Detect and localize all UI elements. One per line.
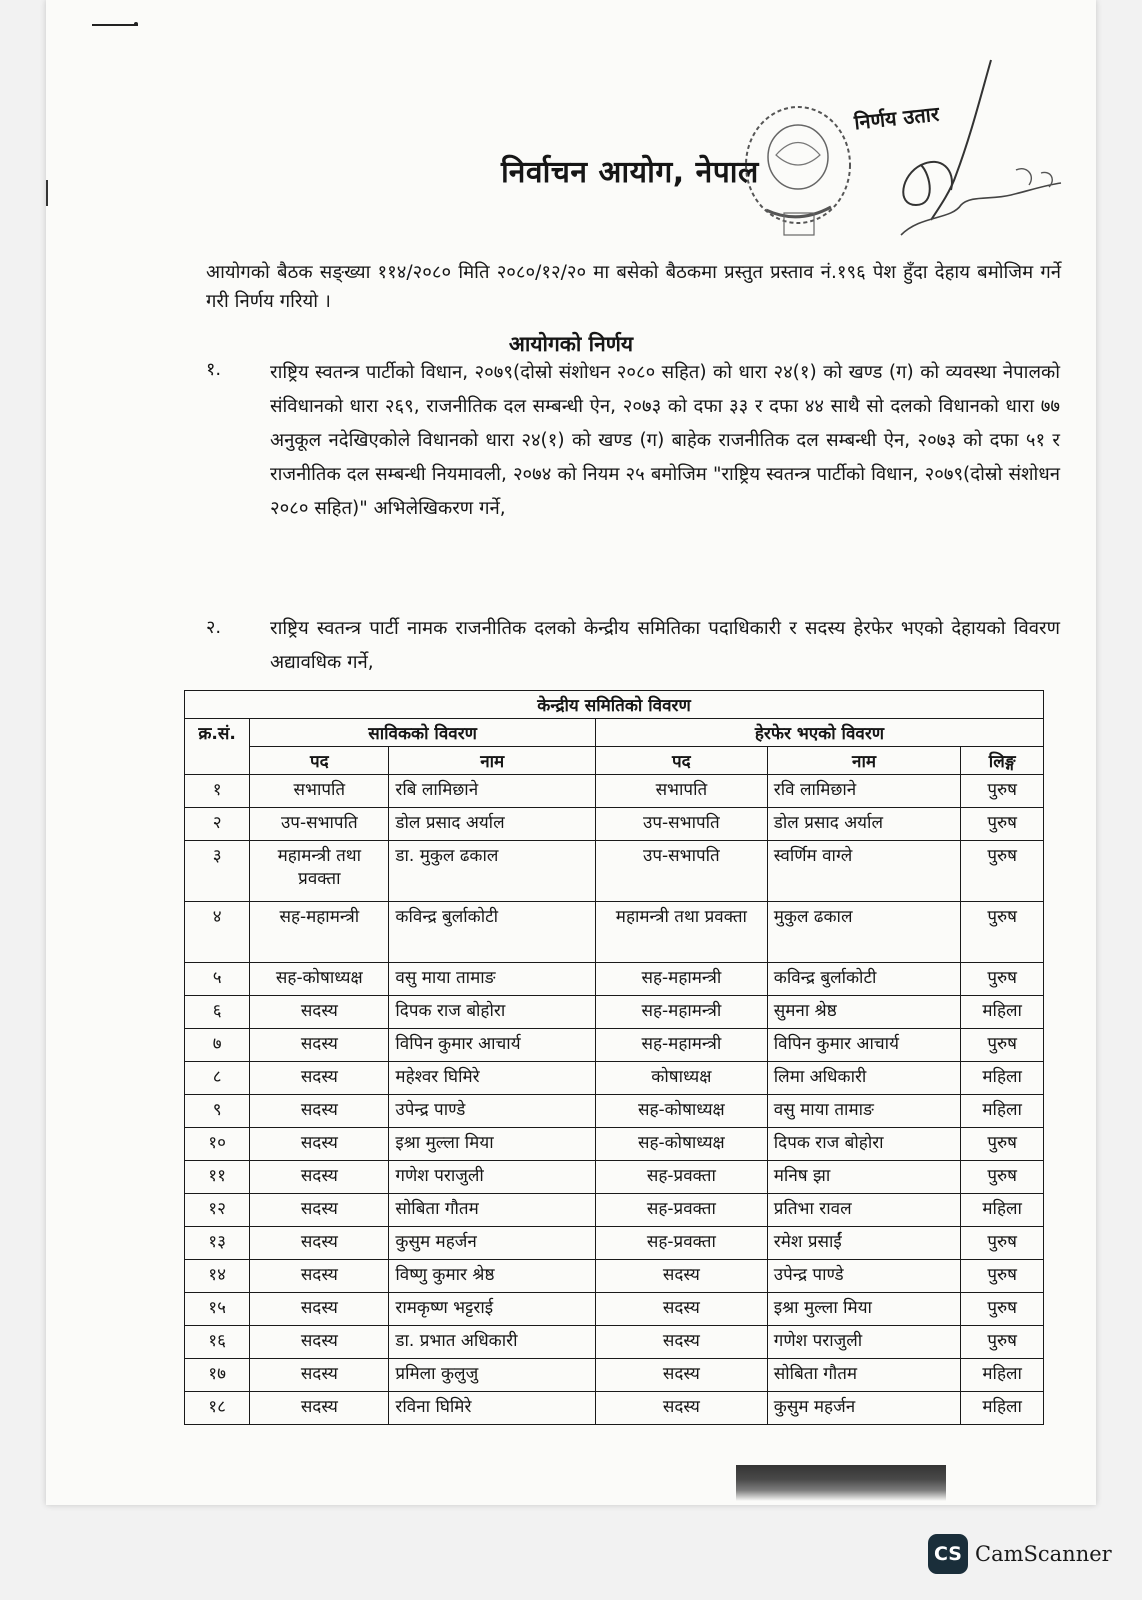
serial-number-cell: १२ — [185, 1194, 250, 1227]
gender-cell: पुरुष — [961, 1326, 1044, 1359]
table-row — [185, 1293, 1044, 1326]
old-post-cell: सदस्य — [250, 1128, 389, 1161]
old-name-cell: सोबिता गौतम — [389, 1194, 596, 1227]
new-name-cell: डोल प्रसाद अर्याल — [767, 808, 961, 841]
new-post-cell: सह-महामन्त्री — [595, 1029, 767, 1062]
new-post-cell: सदस्य — [595, 1260, 767, 1293]
new-post-cell: उप-सभापति — [595, 841, 767, 902]
new-post-cell: सदस्य — [595, 1326, 767, 1359]
old-name-cell: प्रमिला कुलुजु — [389, 1359, 596, 1392]
old-post-cell: सदस्य — [250, 1392, 389, 1425]
new-post-cell: महामन्त्री तथा प्रवक्ता — [595, 902, 767, 963]
serial-number-cell: ११ — [185, 1161, 250, 1194]
new-post-cell: सह-कोषाध्यक्ष — [595, 1128, 767, 1161]
serial-number-cell: २ — [185, 808, 250, 841]
serial-number-cell: ५ — [185, 963, 250, 996]
old-post-cell: सह-कोषाध्यक्ष — [250, 963, 389, 996]
camscanner-logo: CS — [928, 1534, 968, 1574]
new-name-cell: उपेन्द्र पाण्डे — [767, 1260, 961, 1293]
office-title: निर्वाचन आयोग, नेपाल — [501, 155, 759, 190]
serial-number-cell: १६ — [185, 1326, 250, 1359]
table-row — [185, 1128, 1044, 1161]
new-post-cell: सह-प्रवक्ता — [595, 1227, 767, 1260]
table-row — [185, 1161, 1044, 1194]
table-row — [185, 1326, 1044, 1359]
old-post-cell: महामन्त्री तथा प्रवक्ता — [250, 841, 389, 902]
column-header-old-name: नाम — [389, 747, 596, 775]
new-post-cell: कोषाध्यक्ष — [595, 1062, 767, 1095]
gender-cell: पुरुष — [961, 1227, 1044, 1260]
decision-heading: आयोगको निर्णय — [508, 332, 634, 356]
gender-cell: पुरुष — [961, 902, 1044, 963]
corner-dot — [134, 22, 138, 26]
signature — [861, 55, 1081, 265]
serial-number-cell: १३ — [185, 1227, 250, 1260]
column-header-old-post: पद — [250, 747, 389, 775]
serial-number-cell: ३ — [185, 841, 250, 902]
document-page — [46, 0, 1096, 1505]
serial-number-cell: १ — [185, 775, 250, 808]
old-post-cell: सदस्य — [250, 996, 389, 1029]
old-name-cell: विपिन कुमार आचार्य — [389, 1029, 596, 1062]
table-row — [185, 1392, 1044, 1425]
gender-cell: महिला — [961, 996, 1044, 1029]
new-name-cell: विपिन कुमार आचार्य — [767, 1029, 961, 1062]
new-post-cell: उप-सभापति — [595, 808, 767, 841]
office-seal-stamp — [736, 95, 866, 245]
gender-cell: पुरुष — [961, 1029, 1044, 1062]
gender-cell: महिला — [961, 1392, 1044, 1425]
new-name-cell: कुसुम महर्जन — [767, 1392, 961, 1425]
old-name-cell: गणेश पराजुली — [389, 1161, 596, 1194]
table-row — [185, 1194, 1044, 1227]
old-post-cell: सदस्य — [250, 1062, 389, 1095]
new-name-cell: प्रतिभा रावल — [767, 1194, 961, 1227]
old-post-cell: सदस्य — [250, 1260, 389, 1293]
table-row — [185, 1359, 1044, 1392]
old-name-cell: डोल प्रसाद अर्याल — [389, 808, 596, 841]
serial-number-cell: ६ — [185, 996, 250, 1029]
table-row — [185, 775, 1044, 808]
gender-cell: पुरुष — [961, 1260, 1044, 1293]
new-name-cell: कविन्द्र बुर्लाकोटी — [767, 963, 961, 996]
serial-number-cell: ७ — [185, 1029, 250, 1062]
serial-number-cell: ४ — [185, 902, 250, 963]
column-header-sn: क्र.सं. — [185, 719, 250, 775]
new-post-cell: सह-कोषाध्यक्ष — [595, 1095, 767, 1128]
table-row — [185, 963, 1044, 996]
serial-number-cell: १५ — [185, 1293, 250, 1326]
new-name-cell: लिमा अधिकारी — [767, 1062, 961, 1095]
item-number: २. — [206, 617, 222, 638]
gender-cell: पुरुष — [961, 1293, 1044, 1326]
new-post-cell: सदस्य — [595, 1359, 767, 1392]
new-name-cell: रमेश प्रसाईं — [767, 1227, 961, 1260]
old-name-cell: डा. मुकुल ढकाल — [389, 841, 596, 902]
old-post-cell: उप-सभापति — [250, 808, 389, 841]
old-post-cell: सदस्य — [250, 1029, 389, 1062]
new-name-cell: इश्रा मुल्ला मिया — [767, 1293, 961, 1326]
table-row — [185, 808, 1044, 841]
old-name-cell: रविना घिमिरे — [389, 1392, 596, 1425]
new-post-cell: सह-प्रवक्ता — [595, 1161, 767, 1194]
new-name-cell: रवि लामिछाने — [767, 775, 961, 808]
new-name-cell: मनिष झा — [767, 1161, 961, 1194]
column-header-new-post: पद — [595, 747, 767, 775]
table-body — [185, 775, 1044, 1425]
gender-cell: पुरुष — [961, 775, 1044, 808]
table-row — [185, 996, 1044, 1029]
decision-item-text: राष्ट्रिय स्वतन्त्र पार्टीको विधान, २०७९(दोस्रो संशोधन २०८० सहित) को धारा २४(१) को खण्ड (ग) को व्यवस्था नेपालको संविधानको धारा २६९, राजनीतिक दल सम्बन्धी ऐन, २०७३ को दफा ३३ र दफा ४४ साथै सो दलको विधानको धारा ७७ अनुकूल नदेखिएकोले विधानको धारा २४(१) को खण्ड (ग) बाहेक राजनीतिक दल सम्बन्धी ऐन, २०७३ को दफा ५१ र राजनीतिक दल सम्बन्धी नियमावली, २०७४ को नियम २५ बमोजिम "राष्ट्रिय स्वतन्त्र पार्टीको विधान, २०७९(दोस्रो संशोधन २०८० सहित)" अभिलेखिकरण गर्ने, — [270, 362, 1060, 519]
new-name-cell: गणेश पराजुली — [767, 1326, 961, 1359]
old-name-cell: रबि लामिछाने — [389, 775, 596, 808]
new-name-cell: दिपक राज बोहोरा — [767, 1128, 961, 1161]
serial-number-cell: ९ — [185, 1095, 250, 1128]
table-row — [185, 1029, 1044, 1062]
old-name-cell: रामकृष्ण भट्टराई — [389, 1293, 596, 1326]
corner-mark — [92, 24, 138, 26]
old-name-cell: महेश्वर घिमिरे — [389, 1062, 596, 1095]
old-name-cell: डा. प्रभात अधिकारी — [389, 1326, 596, 1359]
old-name-cell: वसु माया तामाङ — [389, 963, 596, 996]
old-post-cell: सदस्य — [250, 1359, 389, 1392]
table-row — [185, 1062, 1044, 1095]
table-row — [185, 841, 1044, 902]
old-post-cell: सदस्य — [250, 1161, 389, 1194]
serial-number-cell: ८ — [185, 1062, 250, 1095]
new-name-cell: वसु माया तामाङ — [767, 1095, 961, 1128]
table-caption: केन्द्रीय समितिको विवरण — [185, 691, 1044, 719]
old-name-cell: कविन्द्र बुर्लाकोटी — [389, 902, 596, 963]
new-name-cell: सुमना श्रेष्ठ — [767, 996, 961, 1029]
old-post-cell: सदस्य — [250, 1326, 389, 1359]
decision-item-text: राष्ट्रिय स्वतन्त्र पार्टी नामक राजनीतिक दलको केन्द्रीय समितिका पदाधिकारी र सदस्य हेरफेर भएको देहायको विवरण अद्यावधिक गर्ने, — [270, 618, 1060, 673]
old-name-cell: कुसुम महर्जन — [389, 1227, 596, 1260]
gender-cell: पुरुष — [961, 1161, 1044, 1194]
group-header-old: साविकको विवरण — [250, 719, 596, 747]
table-row — [185, 902, 1044, 963]
item-number: १. — [206, 359, 222, 380]
column-header-gender: लिङ्ग — [961, 747, 1044, 775]
old-post-cell: सदस्य — [250, 1293, 389, 1326]
intro-paragraph: आयोगको बैठक सङ्ख्या ११४/२०८० मिति २०८०/१२/२० मा बसेको बैठकमा प्रस्तुत प्रस्ताव नं.१९६ पेश हुँदा देहाय बमोजिम गर्ने गरी निर्णय गरियो । — [206, 262, 1061, 312]
new-post-cell: सभापति — [595, 775, 767, 808]
central-committee-table — [184, 690, 1044, 1425]
new-post-cell: सदस्य — [595, 1293, 767, 1326]
old-post-cell: सदस्य — [250, 1194, 389, 1227]
gender-cell: पुरुष — [961, 1128, 1044, 1161]
gender-cell: महिला — [961, 1194, 1044, 1227]
margin-mark — [46, 180, 48, 206]
camscanner-brand: CamScanner — [975, 1542, 1112, 1566]
new-post-cell: सह-प्रवक्ता — [595, 1194, 767, 1227]
new-post-cell: सह-महामन्त्री — [595, 963, 767, 996]
column-header-new-name: नाम — [767, 747, 961, 775]
gender-cell: महिला — [961, 1095, 1044, 1128]
old-post-cell: सह-महामन्त्री — [250, 902, 389, 963]
gender-cell: महिला — [961, 1359, 1044, 1392]
group-header-new: हेरफेर भएको विवरण — [595, 719, 1043, 747]
old-post-cell: सदस्य — [250, 1227, 389, 1260]
new-name-cell: सोबिता गौतम — [767, 1359, 961, 1392]
old-name-cell: दिपक राज बोहोरा — [389, 996, 596, 1029]
old-name-cell: विष्णु कुमार श्रेष्ठ — [389, 1260, 596, 1293]
serial-number-cell: १८ — [185, 1392, 250, 1425]
table-row — [185, 1260, 1044, 1293]
serial-number-cell: १४ — [185, 1260, 250, 1293]
new-post-cell: सह-महामन्त्री — [595, 996, 767, 1029]
gender-cell: पुरुष — [961, 963, 1044, 996]
old-post-cell: सभापति — [250, 775, 389, 808]
old-name-cell: उपेन्द्र पाण्डे — [389, 1095, 596, 1128]
serial-number-cell: १७ — [185, 1359, 250, 1392]
old-post-cell: सदस्य — [250, 1095, 389, 1128]
new-post-cell: सदस्य — [595, 1392, 767, 1425]
stamp-label: निर्णय उतार — [853, 101, 941, 135]
old-name-cell: इश्रा मुल्ला मिया — [389, 1128, 596, 1161]
gender-cell: पुरुष — [961, 808, 1044, 841]
new-name-cell: स्वर्णिम वाग्ले — [767, 841, 961, 902]
table-row — [185, 1095, 1044, 1128]
new-name-cell: मुकुल ढकाल — [767, 902, 961, 963]
table-row — [185, 1227, 1044, 1260]
gender-cell: पुरुष — [961, 841, 1044, 902]
serial-number-cell: १० — [185, 1128, 250, 1161]
scan-smudge — [736, 1465, 946, 1501]
gender-cell: महिला — [961, 1062, 1044, 1095]
